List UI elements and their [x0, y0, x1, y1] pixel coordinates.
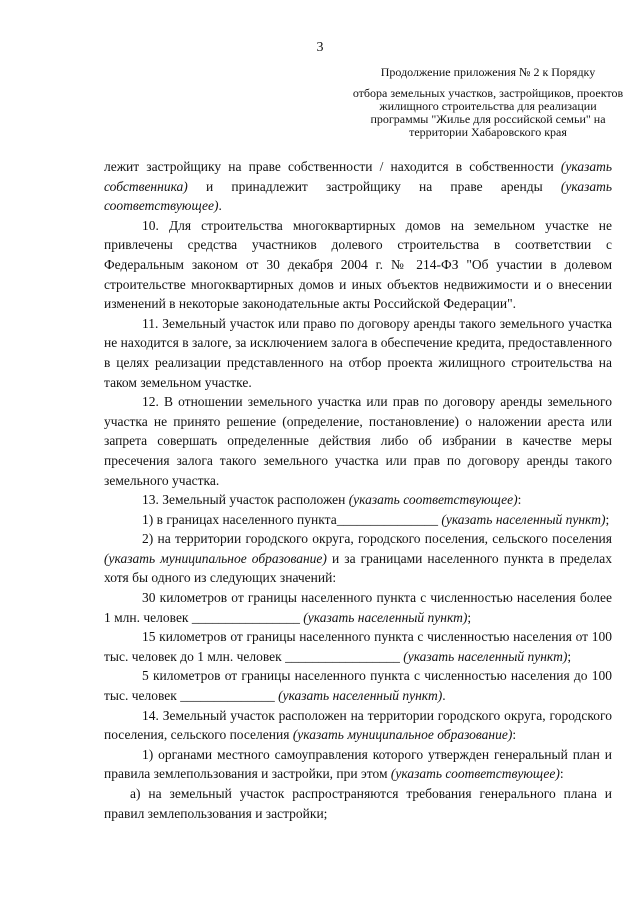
document-header: [352, 66, 624, 139]
text: :: [512, 727, 517, 743]
paragraph-14: [104, 706, 612, 745]
continuation-paragraph: [104, 157, 612, 216]
text: 1) органами местного самоуправления которого утвержден генеральный план и правила землепользования и застройки, при этом: [104, 746, 612, 782]
text: 1) в границах населенного пункта_______________: [142, 511, 442, 527]
paragraph-14-1: [104, 745, 612, 784]
paragraph-13: [104, 490, 612, 510]
paragraph-13-2: [104, 529, 612, 588]
text: 15 километров от границы населенного пункта с численностью населения от 100 тыс. человек до 1 млн. человек _________________: [104, 629, 612, 664]
paragraph-15km: [104, 627, 612, 666]
text: лежит застройщику на праве собственности / находится в собственности: [104, 159, 561, 174]
text: и за границами населенного пункта в пределах хотя бы одного из следующих значений:: [104, 550, 612, 586]
text: 14. Земельный участок расположен на территории городского округа, городского поселения, сельского поселения: [104, 707, 612, 743]
text: ;: [467, 609, 472, 625]
italic-note: (указать муниципальное образование): [292, 727, 513, 743]
italic-note: (указать собственника): [104, 159, 612, 194]
paragraph-13-1: [104, 510, 612, 530]
text: .: [442, 688, 446, 704]
italic-note: (указать соответствующее): [390, 766, 560, 782]
paragraph-5km: [104, 666, 612, 705]
paragraph-12: 12. В отношении земельного участка или прав по договору аренды земельного участка не принято решение (определение, постановление) о наложении ареста или запрета совершать определенные действия либо об избрании в качестве меры пресечения залога такого земельного участка или прав по договору аренды такого земельного участка.: [104, 394, 612, 488]
text: ;: [605, 511, 610, 527]
header-line-2: отбора земельных участков, застройщиков, проектов жилищного строительства для реализации программы "Жилье для российской семьи" на территории Хабаровского края: [352, 86, 624, 139]
paragraph-11: 11. Земельный участок или право по договору аренды такого земельного участка не находится в залоге, за исключением залога в обеспечение кредита, предоставленного в целях реализации представленного на отбор проекта жилищного строительства на таком земельном участке.: [104, 315, 612, 390]
paragraph-30km: [104, 588, 612, 627]
italic-note: (указать населенный пункт): [441, 511, 606, 527]
text: :: [559, 766, 564, 782]
text: 2) на территории городского округа, городского поселения, сельского поселения: [142, 531, 612, 547]
italic-note: (указать населенный пункт): [403, 648, 568, 664]
italic-note: (указать соответствующее): [104, 178, 612, 214]
text: 5 километров от границы населенного пункта с численностью населения до 100 тыс. человек ______________: [104, 668, 612, 704]
paragraph-10: 10. Для строительства многоквартирных домов на земельном участке не привлечены средства участников долевого строительства в соответствии с Федеральным законом от 30 декабря 2004 г. № 214-ФЗ "Об участии в долевом строительстве многоквартирных домов и иных объектов недвижимости и о внесении изменений в некоторые законодательные акты Российской Федерации".: [104, 217, 612, 312]
text: и принадлежит застройщику на праве аренды: [187, 178, 561, 194]
italic-note: (указать муниципальное образование): [104, 550, 327, 566]
text: ;: [567, 648, 572, 664]
italic-note: (указать населенный пункт): [278, 688, 443, 704]
page-number: 3: [316, 40, 324, 55]
text: .: [218, 198, 222, 214]
document-body: [104, 157, 612, 823]
italic-note: (указать населенный пункт): [303, 609, 468, 625]
text: 13. Земельный участок расположен: [142, 492, 349, 508]
paragraph-14-a: а) на земельный участок распространяются требования генерального плана и правил землепользования и застройки;: [104, 786, 612, 821]
text: 30 километров от границы населенного пункта с численностью населения более 1 млн. человек ________________: [104, 590, 612, 625]
header-line-1: Продолжение приложения № 2 к Порядку: [380, 65, 596, 79]
text: :: [517, 492, 522, 508]
italic-note: (указать соответствующее): [348, 492, 518, 508]
